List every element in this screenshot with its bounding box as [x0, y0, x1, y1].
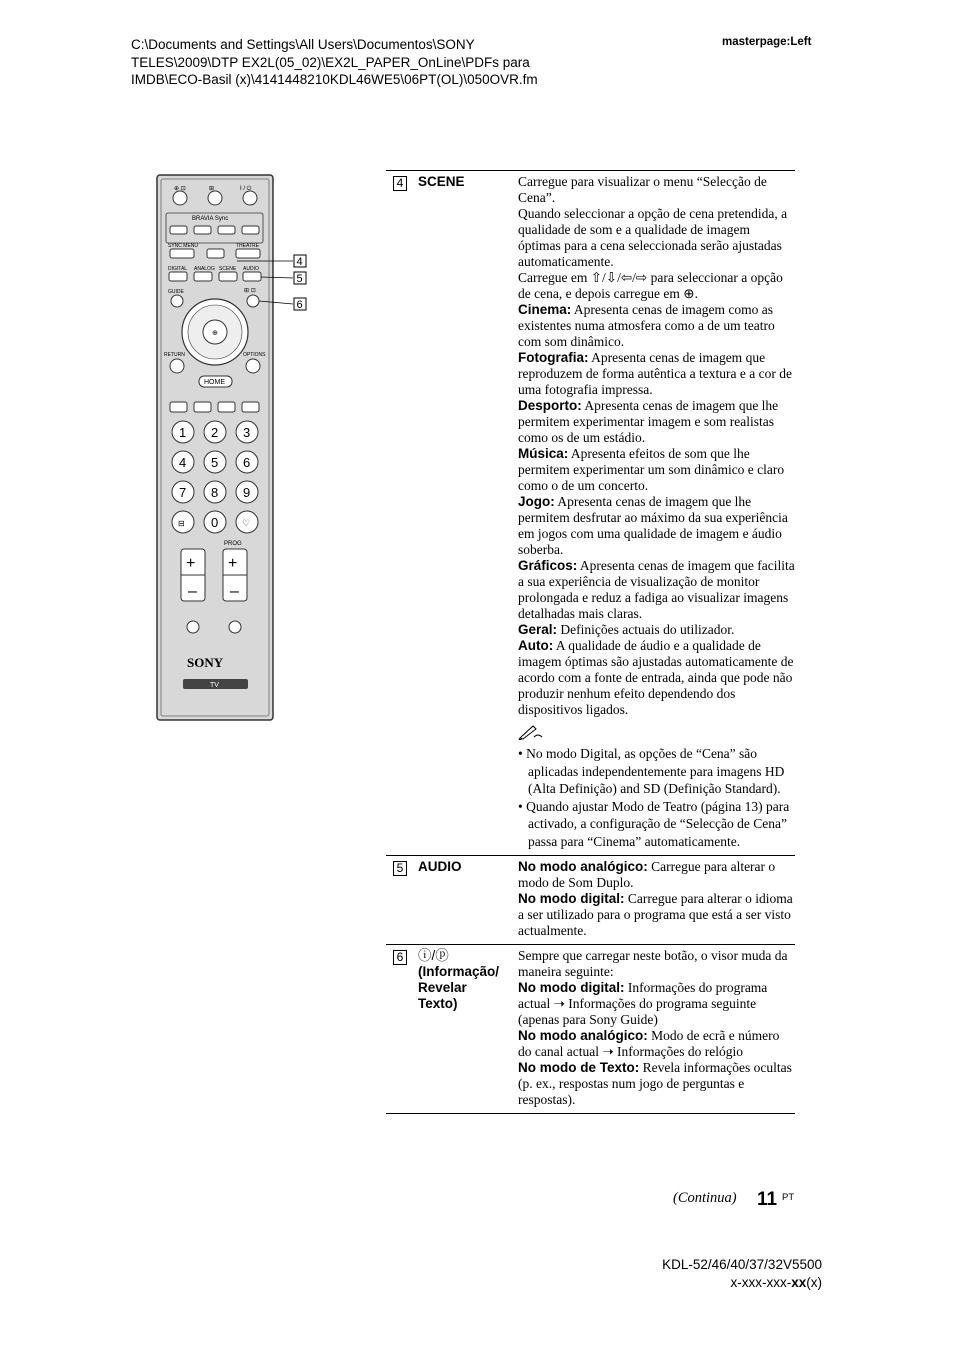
- desc-paragraph: Carregue em ⇧/⇩/⇦/⇨ para seleccionar a opção de cena, e depois carregue em ⊕.: [518, 270, 783, 301]
- scene-option: Auto: A qualidade de áudio e a qualidade de imagem óptimas são ajustadas automaticamente de acordo com a fonte de entrada, ainda que pode não produzir nenhum efeito dependendo dos dispositivos ligados.: [518, 638, 794, 717]
- model-code: x-xxx-xxx-xx(x): [730, 1275, 822, 1290]
- digit-0: 0: [211, 515, 219, 530]
- entry-audio: [386, 855, 795, 944]
- entry-key-name: SCENE: [418, 174, 465, 189]
- svg-text:⊟: ⊟: [178, 519, 185, 528]
- digit-4: 4: [179, 455, 187, 470]
- digital-label: DIGITAL: [168, 266, 188, 272]
- page-number: 11: [757, 1189, 778, 1210]
- bravia-sync-label: BRAVIA Sync: [192, 216, 229, 222]
- entry-number: 5: [393, 861, 407, 876]
- digit-7: 7: [179, 485, 187, 500]
- theatre-label: THEATRE: [236, 243, 259, 249]
- digit-6: 6: [243, 455, 251, 470]
- guide-label: GUIDE: [168, 289, 184, 295]
- info-mode: No modo digital: Informações do programa actual ➝ Informações do programa seguinte (apenas para Sony Guide): [518, 980, 768, 1027]
- digit-3: 3: [243, 425, 251, 440]
- button-description-table: [386, 170, 795, 1114]
- digit-5: 5: [211, 455, 219, 470]
- audio-label: AUDIO: [243, 266, 259, 272]
- sync-menu-label: SYNC MENU: [168, 243, 199, 249]
- power-label: I / ⏻: [240, 186, 252, 192]
- options-label: OPTIONS: [243, 352, 266, 358]
- svg-text:⊞: ⊞: [209, 186, 215, 192]
- entry-key-name: (Informação/: [418, 964, 500, 979]
- scene-label: SCENE: [219, 266, 237, 272]
- scene-option: Música: Apresenta efeitos de som que lhe permitem experimentar um som dinâmico e claro como o de um concerto.: [518, 446, 785, 493]
- scene-option: Gráficos: Apresenta cenas de imagem que facilita a sua experiência de visualização de monitor prolongada e reduz a fadiga ao visualizar imagens detalhadas mais claras.: [518, 558, 795, 621]
- continued-label: (Continua): [673, 1190, 737, 1206]
- file-path-header: [131, 36, 601, 89]
- entry-key-name: AUDIO: [418, 859, 462, 874]
- path-line: TELES\2009\DTP EX2L(05_02)\EX2L_PAPER_OnLine\PDFs para: [131, 54, 530, 70]
- scene-option: Jogo: Apresenta cenas de imagem que lhe permitem desfrutar ao máximo da sua experiência em jogos com uma qualidade de imagem e áudio soberba.: [518, 494, 788, 557]
- scene-option: Geral: Definições actuais do utilizador.: [518, 622, 735, 637]
- desc-paragraph: Quando seleccionar a opção de cena pretendida, a qualidade de som e a qualidade de imagem óptimas para a cena seleccionada serão ajustadas automaticamente.: [518, 206, 788, 269]
- info-mode: No modo de Texto: Revela informações ocultas (p. ex., respostas num jogo de perguntas e respostas).: [518, 1060, 792, 1107]
- digit-2: 2: [211, 425, 219, 440]
- return-label: RETURN: [164, 352, 185, 358]
- note-item: • No modo Digital, as opções de “Cena” são aplicadas independentemente para imagens HD (Alta Definição) and SD (Definição Standard).: [518, 746, 785, 796]
- scene-option: Desporto: Apresenta cenas de imagem que lhe permitem experimentar imagem e som realistas como os de um estádio.: [518, 398, 779, 445]
- entry-key-name: Texto): [418, 996, 458, 1011]
- model-line: KDL-52/46/40/37/32V5500: [662, 1257, 822, 1272]
- remote-control-illustration: [150, 170, 320, 730]
- svg-text:⊕ ⊡: ⊕ ⊡: [174, 186, 186, 192]
- svg-text:⊕: ⊕: [212, 330, 218, 337]
- svg-text:♡: ♡: [242, 518, 251, 528]
- tv-label: TV: [210, 682, 219, 689]
- path-line: IMDB\ECO-Basil (x)\4141448210KDL46WE5\06PT(OL)\050OVR.fm: [131, 72, 538, 87]
- entry-number: 4: [393, 176, 407, 191]
- entry-number: 6: [393, 950, 407, 965]
- note-item: • Quando ajustar Modo de Teatro (página 13) para activado, a configuração de “Selecção de Cena” passa para “Cinema” automaticamente.: [518, 798, 790, 849]
- digit-8: 8: [211, 485, 219, 500]
- home-label: HOME: [204, 379, 225, 386]
- masterpage-label: masterpage:Left: [722, 36, 812, 48]
- entry-info: [386, 944, 795, 1114]
- svg-text:–: –: [230, 583, 239, 600]
- digit-9: 9: [243, 485, 251, 500]
- page-language-suffix: PT: [782, 1192, 795, 1203]
- note-pencil-icon: [518, 724, 795, 743]
- svg-text:+: +: [186, 555, 196, 572]
- entry-key-name: Revelar: [418, 980, 467, 995]
- scene-option: Fotografia: Apresenta cenas de imagem que reproduzem de forma autêntica a textura e a cor de uma fotografia impressa.: [518, 350, 792, 397]
- audio-mode: No modo analógico: Carregue para alterar o modo de Som Duplo.: [518, 859, 776, 890]
- prog-label: PROG: [224, 541, 242, 547]
- desc-paragraph: Carregue para visualizar o menu “Selecção de Cena”.: [518, 174, 767, 205]
- analog-label: ANALOG: [194, 266, 215, 272]
- path-line: C:\Documents and Settings\All Users\Documentos\SONY: [131, 37, 475, 52]
- entry-scene: [386, 170, 795, 855]
- scene-option: Cinema: Apresenta cenas de imagem como as existentes numa atmosfera como a de um teatro com som dinâmico.: [518, 302, 775, 349]
- digit-1: 1: [179, 425, 187, 440]
- callout-6: 6: [296, 299, 303, 311]
- callout-4: 4: [296, 256, 303, 268]
- svg-text:+: +: [228, 555, 238, 572]
- callout-5: 5: [296, 273, 303, 285]
- sony-logo: SONY: [187, 655, 224, 670]
- audio-mode: No modo digital: Carregue para alterar o idioma a ser utilizado para o programa que está a ser visto actualmente.: [518, 891, 793, 938]
- svg-text:–: –: [188, 583, 197, 600]
- svg-text:⊞ ⊡: ⊞ ⊡: [244, 288, 256, 294]
- model-info: [662, 1256, 822, 1292]
- info-mode: No modo analógico: Modo de ecrã e número do canal actual ➝ Informações do relógio: [518, 1028, 780, 1059]
- notes-list: [518, 745, 795, 850]
- desc-paragraph: Sempre que carregar neste botão, o visor muda da maneira seguinte:: [518, 948, 788, 979]
- info-reveal-icon: ⓘ/ⓟ: [418, 948, 449, 963]
